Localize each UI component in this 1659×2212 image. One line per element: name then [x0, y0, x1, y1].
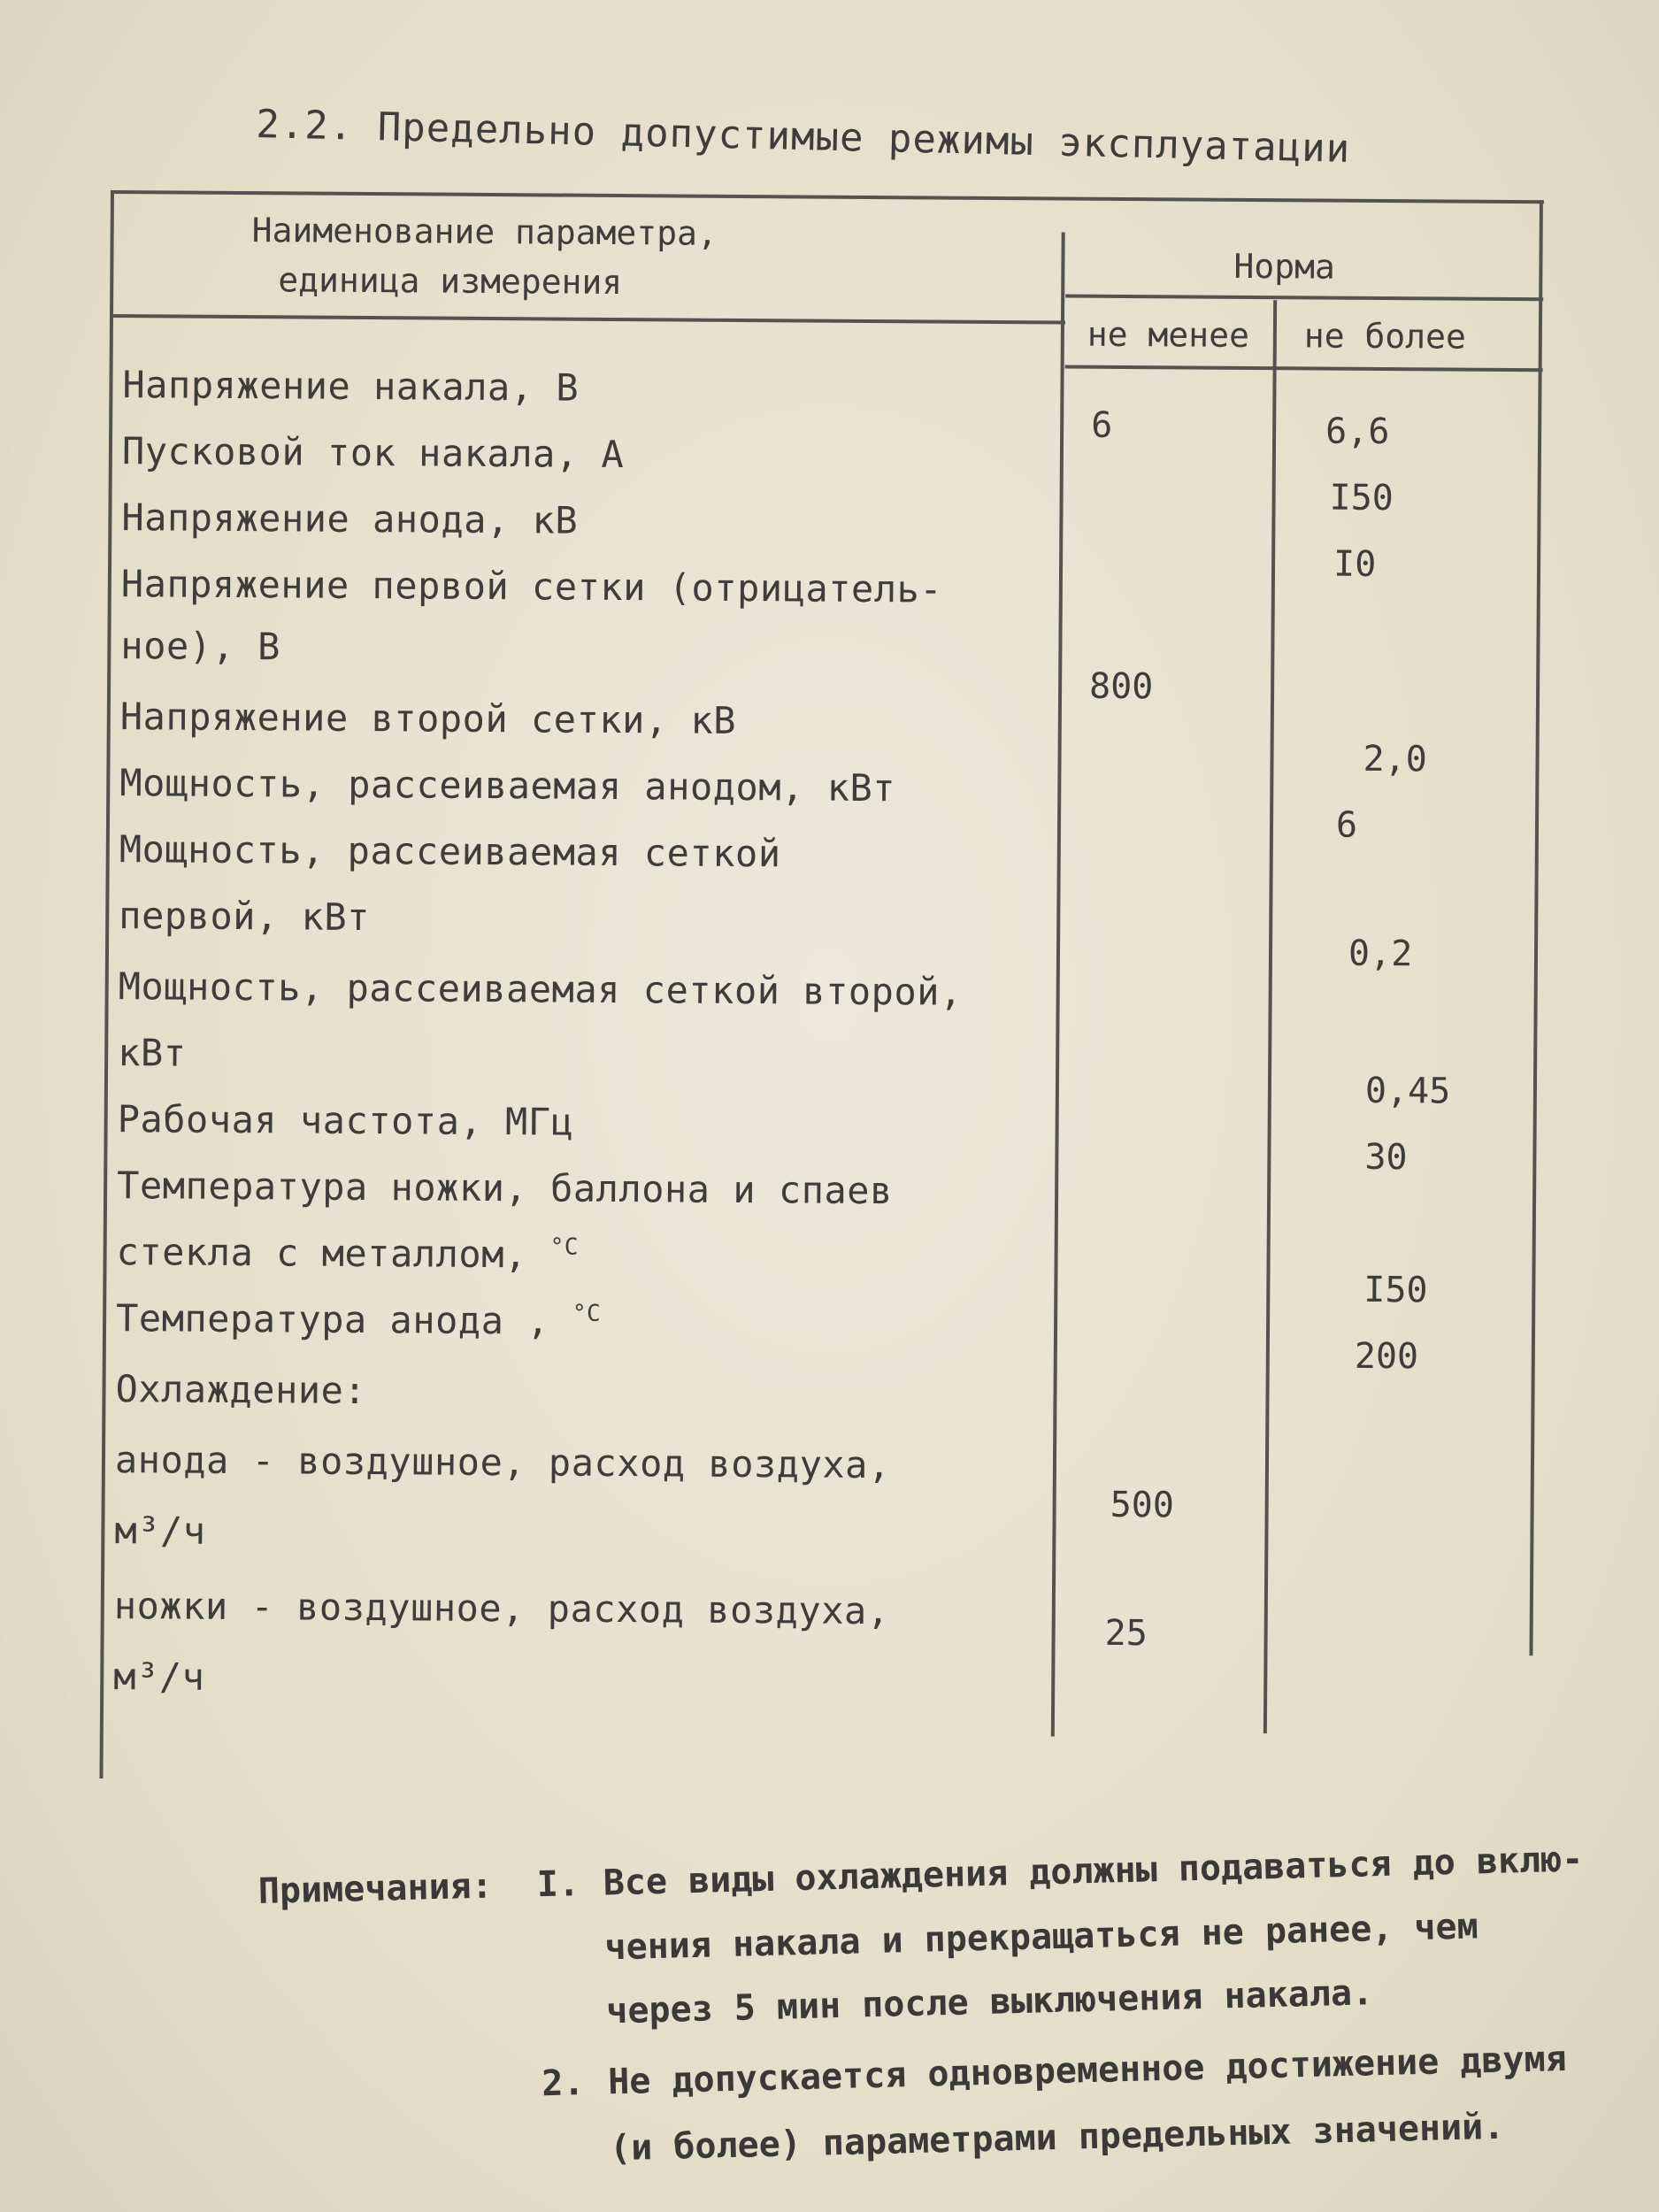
note-1-line-3: через 5 мин после выключения накала. [605, 1972, 1374, 2032]
header-bottom-border-right [1065, 365, 1543, 373]
row-min: 25 [1104, 1612, 1148, 1655]
norm-underline [1065, 295, 1543, 302]
section-title: 2.2. Предельно допустимые режимы эксплуатации [255, 102, 1351, 173]
header-norm: Норма [1233, 246, 1335, 287]
header-max: не более [1303, 316, 1467, 357]
row-max: 2,0 [1363, 738, 1427, 780]
note-2-line-2: (и более) параметрами предельных значений. [609, 2106, 1505, 2170]
row-max: 0,45 [1364, 1070, 1451, 1112]
degree-unit: °C [572, 1300, 602, 1327]
header-param-line2: единица измерения [278, 260, 623, 303]
note-2-line-1: Не допускается одновременное достижение двумя [607, 2038, 1568, 2103]
row-label: Охлаждение: [115, 1367, 367, 1413]
row-label: Напряжение второй сетки, кВ [119, 695, 737, 742]
row-min: 800 [1088, 665, 1154, 708]
row-label: Рабочая частота, МГц [117, 1097, 574, 1144]
row-label: Температура ножки, баллона и спаев [116, 1164, 894, 1213]
note-2-number: 2. [541, 2062, 586, 2105]
table-right-border [1529, 200, 1542, 1655]
row-label: ное), В [120, 624, 281, 669]
row-label: м³/ч [114, 1509, 206, 1553]
header-bottom-border-left [110, 314, 1065, 325]
row-label: Температура анода , $^{^\circ C}$ [115, 1296, 602, 1343]
note-1-line-1: Все виды охлаждения должны подаваться до вклю- [603, 1839, 1584, 1904]
limits-table [99, 190, 1543, 1788]
notes-heading: Примечания: [257, 1865, 494, 1912]
table-top-border [111, 190, 1544, 204]
note-1-line-2: чения накала и прекращаться не ранее, чем [604, 1906, 1479, 1969]
row-min: 6 [1091, 404, 1113, 446]
row-label: Напряжение первой сетки (отрицатель- [120, 562, 943, 611]
row-label: Пусковой ток накала, А [121, 429, 625, 477]
row-label: м³/ч [113, 1655, 205, 1699]
row-max: I50 [1363, 1269, 1428, 1311]
row-label: Напряжение накала, В [122, 363, 580, 410]
row-label: Мощность, рассеиваемая анодом, кВт [119, 761, 896, 810]
header-min: не менее [1087, 314, 1250, 355]
row-max: 6 [1335, 804, 1358, 846]
row-label: анода - воздушное, расход воздуха, [114, 1438, 891, 1487]
column-divider-1 [1051, 233, 1065, 1737]
row-max: 6,6 [1325, 411, 1390, 453]
degree-unit: °C [549, 1233, 580, 1261]
header-param-line1: Наименование параметра, [251, 211, 718, 253]
row-max: 200 [1354, 1335, 1419, 1378]
row-label: Напряжение анода, кВ [121, 495, 579, 542]
row-label: стекла с металлом, $^{^\circ C}$ [116, 1230, 580, 1277]
column-divider-2 [1263, 300, 1277, 1733]
note-1-number: I. [536, 1863, 580, 1906]
row-max: I0 [1333, 543, 1377, 585]
row-max: I50 [1329, 477, 1394, 519]
row-min: 500 [1110, 1484, 1175, 1526]
table-left-border [99, 190, 114, 1778]
row-label: кВт [118, 1031, 187, 1075]
row-max: 30 [1364, 1136, 1408, 1179]
row-label: ножки - воздушное, расход воздуха, [113, 1584, 890, 1633]
row-label: Мощность, рассеиваемая сеткой второй, [118, 964, 963, 1014]
row-max: 0,2 [1348, 933, 1413, 975]
row-label: первой, кВт [119, 894, 371, 940]
row-label: Мощность, рассеиваемая сеткой [119, 827, 781, 876]
